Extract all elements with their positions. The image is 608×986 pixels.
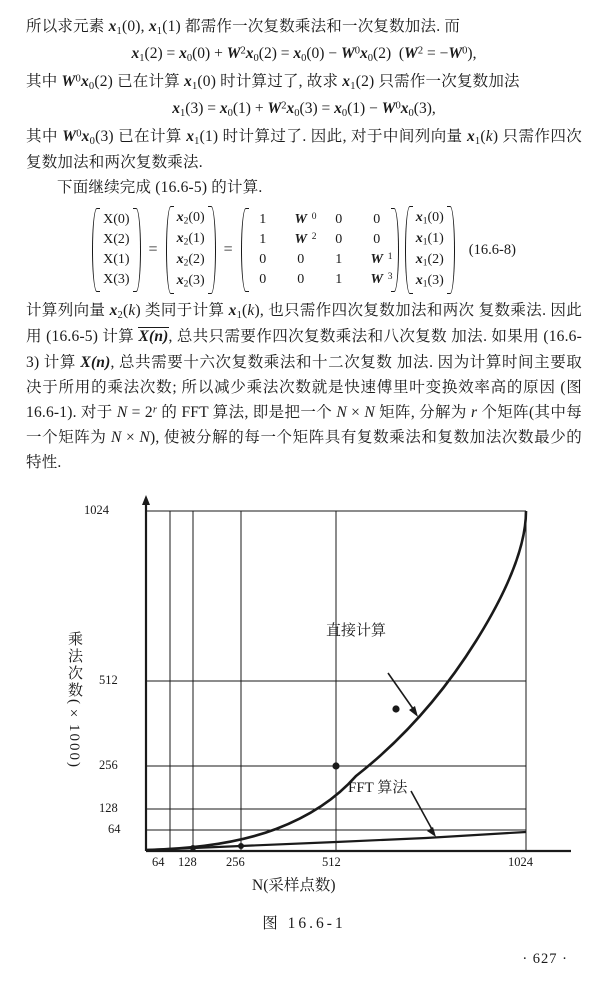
equation-tag: (16.6-8) [468, 241, 516, 258]
equals-sign-1: = [148, 241, 158, 259]
equation-2: $x_1(3) = x_0(1) + W^2x_0(3) = x_0(1) - W^0x_0(3)$, [172, 99, 436, 119]
annotation-direct-compute: 直接计算 [326, 623, 387, 640]
y-tick-1024: 1024 [84, 503, 109, 518]
page-number: · 627 · [522, 951, 568, 967]
paragraph-3: 其中 $W^0x_0(3)$ 已在计算 $x_1(1)$ 时计算过了. 因此, 对于中间列向量 $x_1(k)$ 只需作四次复数加法和两次复数乘法. [26, 127, 582, 171]
paragraph-2: 其中 $W^0x_0(2)$ 已在计算 $x_1(0)$ 时计算过了, 故求 $x_1(2)$ 只需作一次复数加法 [26, 72, 520, 92]
x-tick-256: 256 [226, 855, 245, 870]
x-tick-1024: 1024 [508, 855, 533, 870]
matrix-equation [26, 206, 582, 295]
equation-1: $x_1(2) = x_0(0) + W^2x_0(2) = x_0(0) - W^0x_0(2) (W^2 = -W^0)$, [131, 45, 477, 64]
figure-caption: 图 16.6-1 [262, 915, 346, 933]
equals-sign-2: = [223, 241, 233, 259]
figure-16-6-1 [26, 491, 582, 933]
chart-y-axis-label: 乘法次数(×1000) [66, 631, 82, 770]
left-vector: X(0) X(2) X(1) X(3) [92, 208, 140, 292]
x-tick-64: 64 [152, 855, 165, 870]
x-tick-128: 128 [178, 855, 197, 870]
right-vector: $x_1(0)$ $x_1(1)$ $x_1(2)$ $x_1(3)$ [405, 206, 455, 295]
paragraph-4: 下面继续完成 (16.6-5) 的计算. [57, 178, 263, 196]
y-tick-64: 64 [108, 822, 121, 837]
y-tick-256: 256 [99, 758, 118, 773]
coefficient-matrix: 1 W $^0$ 0 0 1 W $^2$ 0 0 0 0 1 W $^1$ 0 0 1 W $^3$ [241, 208, 399, 292]
x-tick-512: 512 [322, 855, 341, 870]
chart-x-axis-label: N(采样点数) [252, 877, 336, 895]
mid-vector: $x_2(0)$ $x_2(1)$ $x_2(2)$ $x_2(3)$ [166, 206, 216, 295]
y-tick-512: 512 [99, 673, 118, 688]
y-tick-128: 128 [99, 801, 118, 816]
paragraph-1: 所以求元素 $x_1(0)$, $x_1(1)$ 都需作一次复数乘法和一次复数加法. 而 [26, 18, 461, 37]
paragraph-5: 计算列向量 $x_2(k)$ 类同于计算 $x_1(k)$, 也只需作四次复数加法和两次 复数乘法. 因此用 (16.6-5) 计算 X(n), 总共只需要作四次复数乘法和八次复数 加法. 如果用 (16.6-3) 计算 X(n), 总共需要十六次复数乘法和十二次复数 加法. 因为计算时间主要取决于所用的乘法次数; 所以减少乘法次数就是快速傅里叶变换效率高的原因 (图 16.6-1). 对于 $N = 2^r$ 的 FFT 算法, 即是把一个 N × N 矩阵, 分解为 r 个矩阵(其中每一个矩阵为 N × N), 使被分解的每一个矩阵具有复数乘法和复数加法次数最少的特性. [26, 302, 583, 471]
annotation-fft: FFT 算法 [348, 780, 408, 797]
